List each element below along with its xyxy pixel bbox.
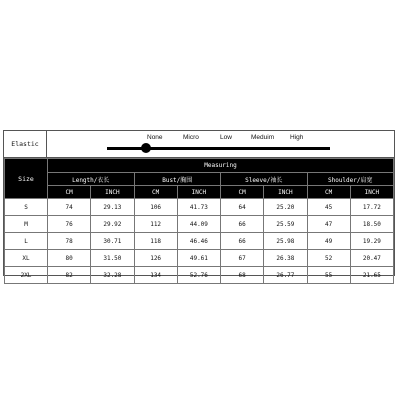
unit-header: INCH bbox=[91, 186, 134, 199]
unit-header: INCH bbox=[177, 186, 220, 199]
table-cell: 82 bbox=[48, 267, 91, 284]
level-low: Low bbox=[220, 134, 232, 141]
size-header: Size bbox=[5, 159, 48, 199]
table-cell: 106 bbox=[134, 199, 177, 216]
table-cell: 80 bbox=[48, 250, 91, 267]
table-cell: 46.46 bbox=[177, 233, 220, 250]
elastic-scale-row bbox=[4, 131, 394, 158]
table-cell: 112 bbox=[134, 216, 177, 233]
table-cell: 64 bbox=[221, 199, 264, 216]
table-cell: 29.13 bbox=[91, 199, 134, 216]
table-cell: 76 bbox=[48, 216, 91, 233]
table-cell: 25.98 bbox=[264, 233, 307, 250]
measurement-table bbox=[4, 158, 394, 284]
size-chart bbox=[3, 130, 395, 279]
unit-header: CM bbox=[134, 186, 177, 199]
group-sleeve: Sleeve/袖长 bbox=[221, 173, 308, 186]
table-cell: 74 bbox=[48, 199, 91, 216]
table-cell: 26.38 bbox=[264, 250, 307, 267]
table-cell: 52 bbox=[307, 250, 350, 267]
measuring-title: Measuring bbox=[48, 159, 394, 173]
unit-header: INCH bbox=[264, 186, 307, 199]
table-row bbox=[5, 233, 394, 250]
table-cell: 25.20 bbox=[264, 199, 307, 216]
table-row bbox=[5, 199, 394, 216]
group-length: Length/衣长 bbox=[48, 173, 135, 186]
table-cell: 18.50 bbox=[350, 216, 393, 233]
size-cell: 2XL bbox=[5, 267, 48, 284]
table-cell: 126 bbox=[134, 250, 177, 267]
table-cell: 19.29 bbox=[350, 233, 393, 250]
table-cell: 29.92 bbox=[91, 216, 134, 233]
table-cell: 41.73 bbox=[177, 199, 220, 216]
level-none: None bbox=[147, 134, 163, 141]
table-cell: 32.28 bbox=[91, 267, 134, 284]
table-cell: 55 bbox=[307, 267, 350, 284]
table-cell: 31.50 bbox=[91, 250, 134, 267]
table-cell: 118 bbox=[134, 233, 177, 250]
level-high: High bbox=[290, 134, 304, 141]
size-cell: M bbox=[5, 216, 48, 233]
table-cell: 21.65 bbox=[350, 267, 393, 284]
size-cell: L bbox=[5, 233, 48, 250]
table-cell: 66 bbox=[221, 233, 264, 250]
table-cell: 17.72 bbox=[350, 199, 393, 216]
table-cell: 67 bbox=[221, 250, 264, 267]
level-micro: Micro bbox=[183, 134, 199, 141]
size-cell: XL bbox=[5, 250, 48, 267]
table-row bbox=[5, 267, 394, 284]
unit-header: CM bbox=[48, 186, 91, 199]
table-cell: 47 bbox=[307, 216, 350, 233]
elastic-selected-marker bbox=[141, 143, 151, 153]
table-cell: 49.61 bbox=[177, 250, 220, 267]
unit-header: INCH bbox=[350, 186, 393, 199]
unit-header: CM bbox=[221, 186, 264, 199]
table-cell: 134 bbox=[134, 267, 177, 284]
level-meduim: Meduim bbox=[251, 134, 275, 141]
unit-header: CM bbox=[307, 186, 350, 199]
elastic-label: Elastic bbox=[4, 131, 47, 157]
table-cell: 49 bbox=[307, 233, 350, 250]
table-cell: 52.76 bbox=[177, 267, 220, 284]
group-shoulder: Shoulder/肩宽 bbox=[307, 173, 394, 186]
table-row bbox=[5, 216, 394, 233]
table-cell: 68 bbox=[221, 267, 264, 284]
table-cell: 45 bbox=[307, 199, 350, 216]
table-cell: 25.59 bbox=[264, 216, 307, 233]
table-cell: 78 bbox=[48, 233, 91, 250]
table-row bbox=[5, 250, 394, 267]
table-cell: 26.77 bbox=[264, 267, 307, 284]
table-cell: 20.47 bbox=[350, 250, 393, 267]
size-cell: S bbox=[5, 199, 48, 216]
table-cell: 44.09 bbox=[177, 216, 220, 233]
table-cell: 66 bbox=[221, 216, 264, 233]
group-bust: Bust/胸围 bbox=[134, 173, 221, 186]
table-cell: 30.71 bbox=[91, 233, 134, 250]
